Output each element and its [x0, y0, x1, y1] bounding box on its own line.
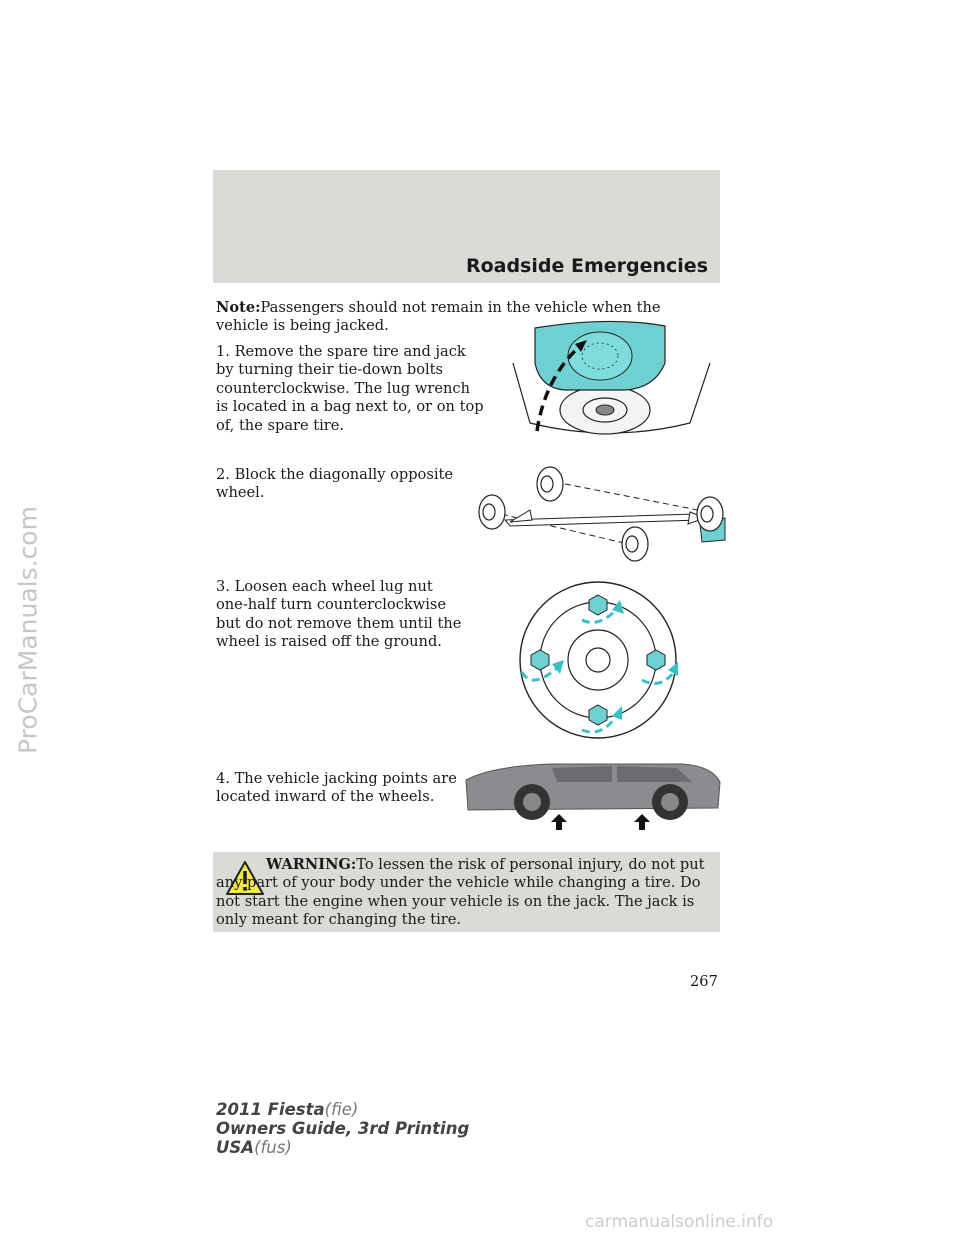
warning-label: WARNING:: [266, 856, 357, 873]
note-label: Note:: [216, 299, 261, 316]
page-number: 267: [690, 973, 718, 990]
section-title: Roadside Emergencies: [465, 255, 708, 277]
document-footer: [216, 1100, 469, 1157]
diagonal-wheel-block-illustration: [470, 462, 728, 570]
warning-text: To lessen the risk of personal injury, do not put any part of your body under the vehicle while changing a tire. Do not start the engine when your vehicle is on the jack. The jack is only meant for changing the tire.: [216, 856, 705, 929]
bottom-watermark: carmanualsonline.info: [585, 1212, 774, 1232]
lug-nut-loosening-illustration: [512, 580, 684, 742]
note-text: Passengers should not remain in the vehicle when the vehicle is being jacked.: [216, 299, 661, 335]
footer-market: USA: [216, 1138, 255, 1157]
footer-model-code: (fie): [324, 1100, 359, 1119]
footer-market-code: (fus): [254, 1138, 292, 1157]
footer-model: 2011 Fiesta: [216, 1100, 325, 1119]
side-watermark: ProCarManuals.com: [13, 506, 43, 754]
spare-tire-illustration: [505, 318, 715, 438]
step-2-text: 2. Block the diagonally opposite wheel.: [216, 466, 454, 502]
footer-guide: Owners Guide, 3rd Printing: [216, 1119, 470, 1138]
step-4-text: 4. The vehicle jacking points are located inward of the wheels.: [216, 770, 457, 806]
warning-box: [213, 852, 720, 932]
vehicle-jacking-points-illustration: [462, 760, 724, 844]
step-1-text: 1. Remove the spare tire and jack by turning their tie-down bolts counterclockwise. The lug wrench is located in a bag next to, or on top of, the spare tire.: [216, 343, 484, 434]
step-3-text: 3. Loosen each wheel lug nut one-half turn counterclockwise but do not remove them until the wheel is raised off the ground.: [216, 578, 462, 651]
warning-paragraph: [216, 856, 716, 930]
section-header-band: [213, 170, 720, 283]
